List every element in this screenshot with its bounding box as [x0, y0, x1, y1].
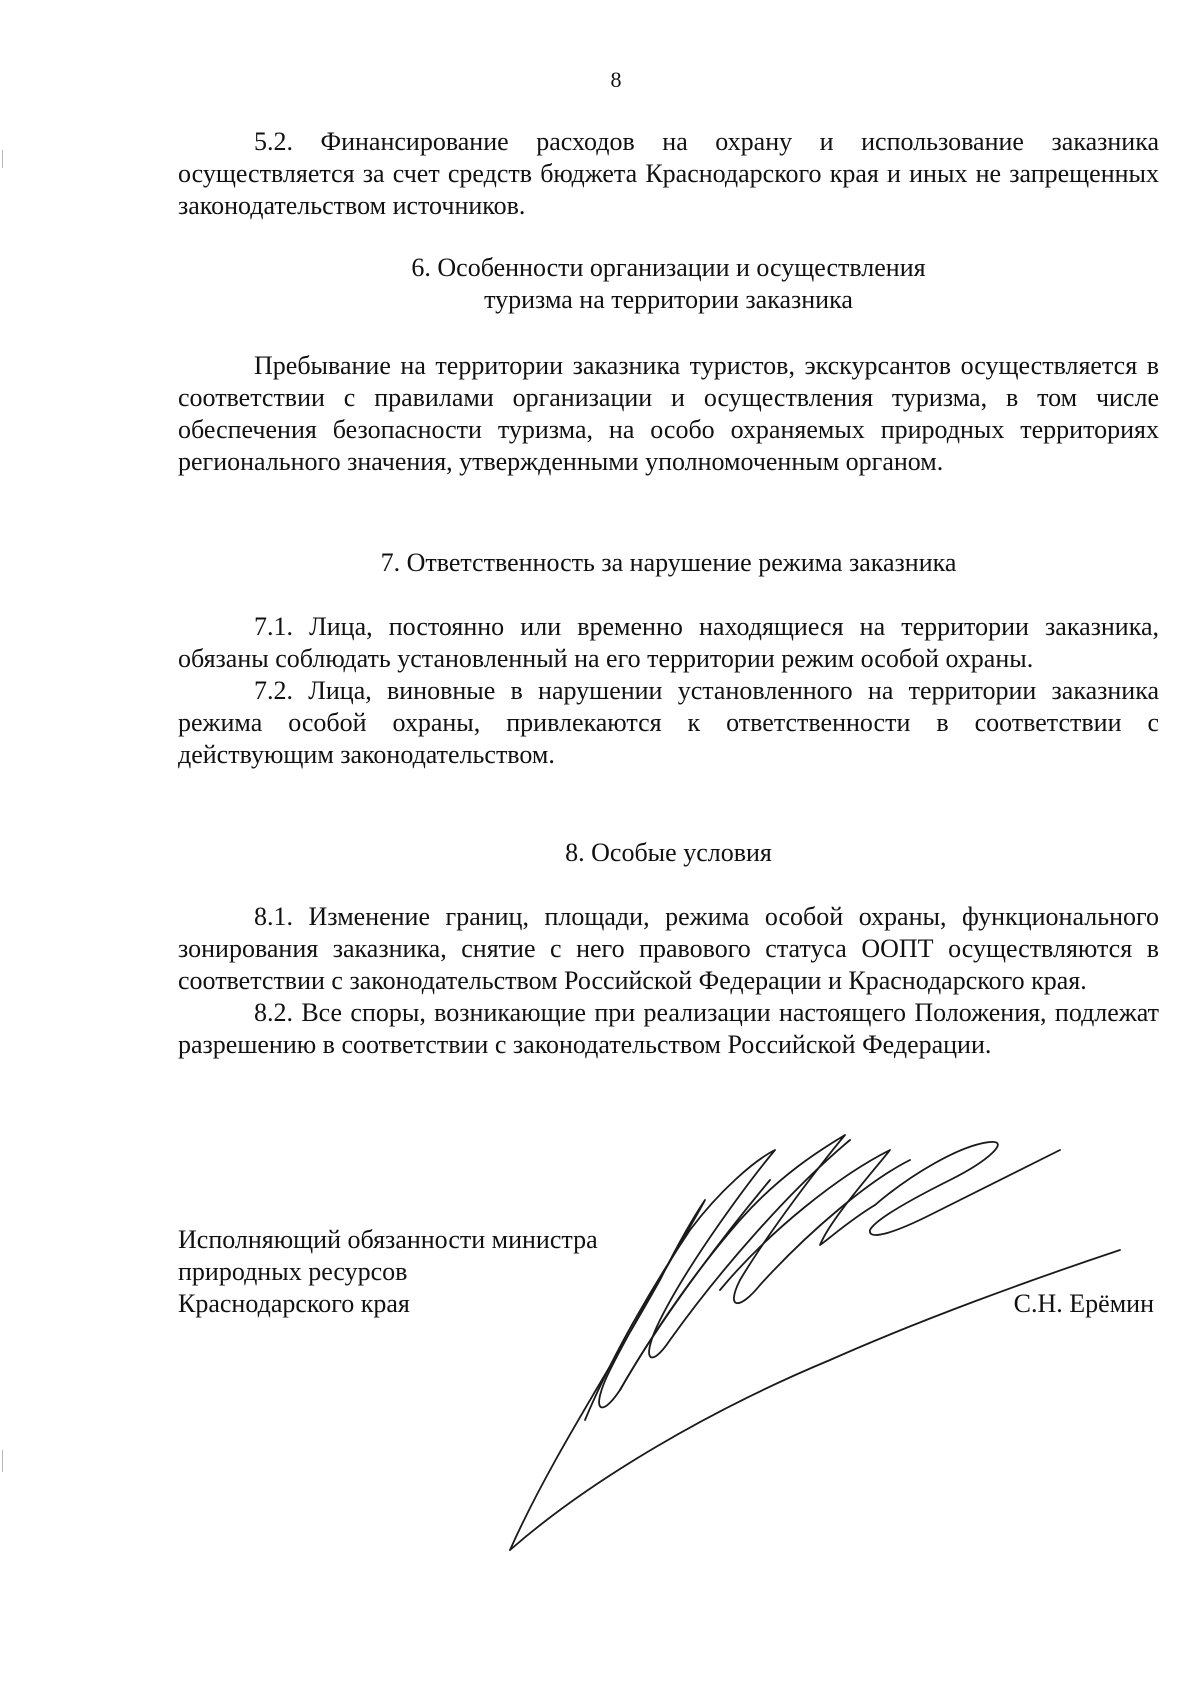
signature-stroke	[585, 1140, 850, 1420]
signature-stroke	[620, 1135, 910, 1390]
section-7-heading	[178, 547, 1159, 579]
section-6-title-line-2: туризма на территории заказника	[484, 285, 853, 314]
section-6-title-line-1: 6. Особенности организации и осуществления	[411, 253, 926, 282]
section-7-body	[178, 611, 1159, 771]
scan-edge-mark	[2, 1450, 3, 1472]
paragraph-7-1: 7.1. Лица, постоянно или временно находящиеся на территории заказника, обязаны соблюдать установленный на его территории режим особой охраны.	[178, 612, 1159, 673]
page-number: 8	[610, 67, 622, 92]
signature-stroke	[510, 1250, 1120, 1550]
paragraph-8-2: 8.2. Все споры, возникающие при реализации настоящего Положения, подлежат разрешению в соответствии с законодательством Российской Федерации.	[178, 998, 1159, 1059]
section-8-title: 8. Особые условия	[565, 838, 772, 867]
position-line-1: Исполняющий обязанности министра	[178, 1225, 598, 1254]
paragraph-5-2: 5.2. Финансирование расходов на охрану и использование заказника осуществляется за счет средств бюджета Краснодарского края и иных не запрещенных законодательством источников.	[178, 127, 1159, 220]
section-8-body	[178, 901, 1159, 1061]
signer-name: С.Н. Ерёмин	[1013, 1289, 1154, 1318]
section-7-title: 7. Ответственность за нарушение режима заказника	[380, 548, 957, 577]
paragraph-8-1: 8.1. Изменение границ, площади, режима особой охраны, функционального зонирования заказника, снятие с него правового статуса ООПТ осуществляются в соответствии с законодательством Российской Федерации и Краснодарского края.	[178, 902, 1159, 995]
scan-edge-mark	[2, 150, 3, 168]
paragraph-6: Пребывание на территории заказника туристов, экскурсантов осуществляется в соответствии с правилами организации и осуществления туризма, в том числе обеспечения безопасности туризма, на особо охраняемых природных территориях регионального значения, утвержденными уполномоченным органом.	[178, 351, 1159, 476]
paragraph-7-2: 7.2. Лица, виновные в нарушении установленного на территории заказника режима особой охраны, привлекаются к ответственности в соответствии с действующим законодательством.	[178, 676, 1159, 769]
section-8-heading	[178, 837, 1159, 869]
position-line-3: Краснодарского края	[178, 1289, 410, 1318]
position-line-2: природных ресурсов	[178, 1257, 408, 1286]
section-6-heading	[178, 252, 1159, 316]
section-6-body	[178, 350, 1159, 478]
signature-stroke	[870, 1142, 1060, 1235]
signature-stroke	[510, 1180, 770, 1550]
handwritten-signature	[490, 1120, 1130, 1560]
section-5-2	[178, 126, 1159, 222]
